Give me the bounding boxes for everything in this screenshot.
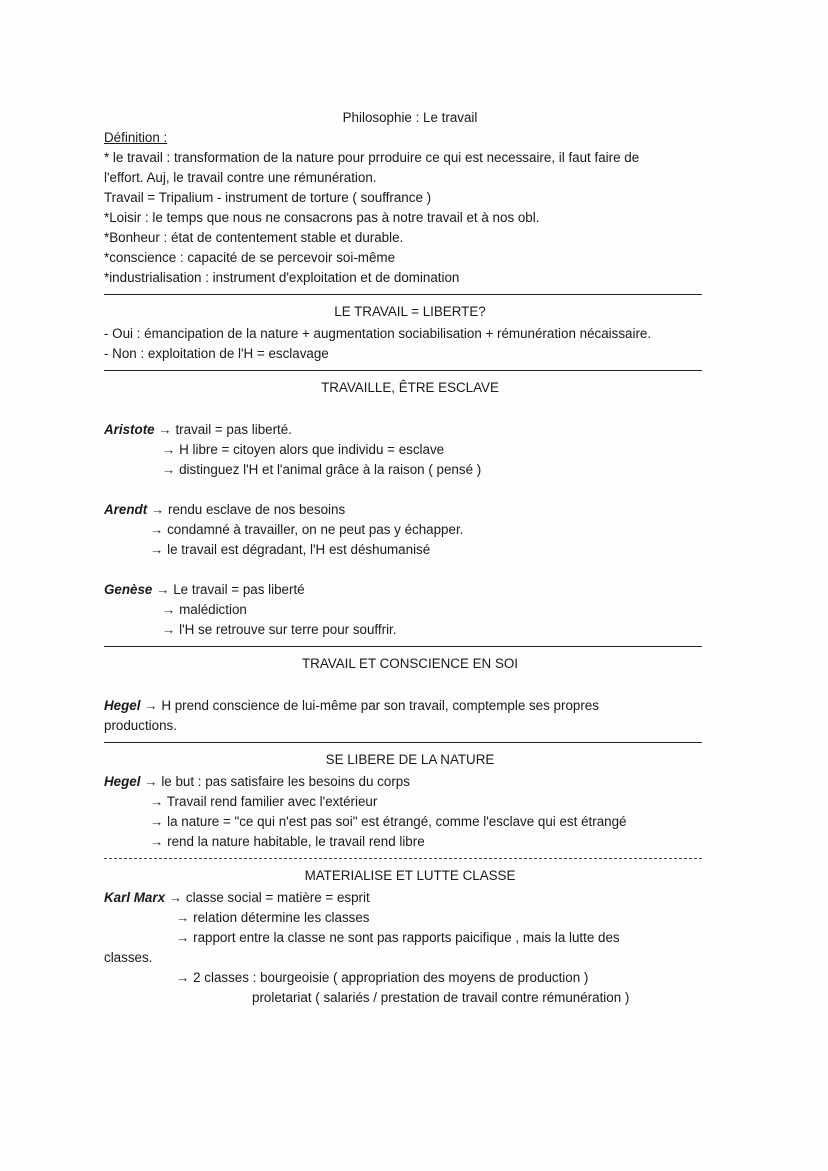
hegel-point: → Travail rend familier avec l'extérieur — [150, 794, 378, 809]
spacer — [104, 400, 716, 420]
spacer — [104, 676, 716, 696]
aristote-point: → distinguez l'H et l'animal grâce à la raison ( pensé ) — [162, 462, 482, 477]
definition-heading: Définition : — [104, 130, 168, 145]
spacer — [104, 560, 716, 580]
definition-line: *conscience : capacité de se percevoir soi-même — [104, 250, 396, 265]
section-title-lutte-classe: MATERIALISE ET LUTTE CLASSE — [304, 868, 516, 883]
author-name: Genèse — [104, 582, 153, 597]
arendt-point: → le travail est dégradant, l'H est déshumanisé — [150, 542, 431, 557]
author-name: Karl Marx — [104, 890, 166, 905]
aristote-first-line: → travail = pas liberté. — [158, 422, 292, 437]
author-name: Hegel — [104, 698, 141, 713]
section-title-conscience: TRAVAIL ET CONSCIENCE EN SOI — [301, 656, 519, 671]
section-divider — [104, 742, 702, 743]
marx-line — [104, 888, 716, 908]
marx-first-line: → classe social = matière = esprit — [168, 890, 370, 905]
section-divider — [104, 294, 702, 295]
hegel-point: → rend la nature habitable, le travail rend libre — [150, 834, 425, 849]
definition-line: Travail = Tripalium - instrument de torture ( souffrance ) — [104, 190, 432, 205]
section-title-liberte: LE TRAVAIL = LIBERTE? — [334, 304, 486, 319]
arendt-first-line: → rendu esclave de nos besoins — [150, 502, 346, 517]
section-divider — [104, 370, 702, 371]
marx-point: → relation détermine les classes — [176, 910, 370, 925]
marx-continuation: classes. — [104, 950, 153, 965]
definition-line: l'effort. Auj, le travail contre une rémunération. — [104, 170, 377, 185]
marx-point: → rapport entre la classe ne sont pas rapports paicifique , mais la lutte des — [176, 930, 620, 945]
definition-line: * le travail : transformation de la nature pour prroduire ce qui est necessaire, il faut faire de — [104, 150, 640, 165]
genese-point: → malédiction — [162, 602, 247, 617]
arendt-line — [104, 500, 716, 520]
genese-point: → l'H se retrouve sur terre pour souffrir. — [162, 622, 397, 637]
hegel-point: → la nature = "ce qui n'est pas soi" est étrangé, comme l'esclave qui est étrangé — [150, 814, 627, 829]
genese-line — [104, 580, 716, 600]
arendt-point: → condamné à travailler, on ne peut pas y échapper. — [150, 522, 464, 537]
definition-line: *industrialisation : instrument d'exploitation et de domination — [104, 270, 460, 285]
section-divider — [104, 858, 702, 859]
hegel-first-line: → H prend conscience de lui-même par son travail, comptemple ses propres — [144, 698, 599, 713]
author-name: Aristote — [104, 422, 155, 437]
spacer — [104, 480, 716, 500]
genese-first-line: → Le travail = pas liberté — [156, 582, 305, 597]
section-title-esclave: TRAVAILLE, ÊTRE ESCLAVE — [321, 380, 499, 395]
marx-proletariat-line: proletariat ( salariés / prestation de travail contre rémunération ) — [252, 990, 630, 1005]
section-line: - Oui : émancipation de la nature + augmentation sociabilisation + rémunération nécaissaire. — [104, 326, 652, 341]
document-title: Philosophie : Le travail — [342, 110, 478, 125]
section-title-nature: SE LIBERE DE LA NATURE — [325, 752, 495, 767]
document-content — [104, 108, 716, 1008]
hegel-conscience-line — [104, 696, 716, 716]
hegel-nature-line — [104, 772, 716, 792]
definition-line: *Bonheur : état de contentement stable et durable. — [104, 230, 404, 245]
author-name: Arendt — [104, 502, 148, 517]
hegel-nature-first-line: → le but : pas satisfaire les besoins du corps — [144, 774, 410, 789]
aristote-line — [104, 420, 716, 440]
definition-line: *Loisir : le temps que nous ne consacrons pas à notre travail et à nos obl. — [104, 210, 540, 225]
hegel-continuation: productions. — [104, 718, 177, 733]
marx-classes-line: → 2 classes : bourgeoisie ( appropriation des moyens de production ) — [176, 970, 589, 985]
author-name: Hegel — [104, 774, 141, 789]
section-divider — [104, 646, 702, 647]
aristote-point: → H libre = citoyen alors que individu = esclave — [162, 442, 445, 457]
section-line: - Non : exploitation de l'H = esclavage — [104, 346, 329, 361]
